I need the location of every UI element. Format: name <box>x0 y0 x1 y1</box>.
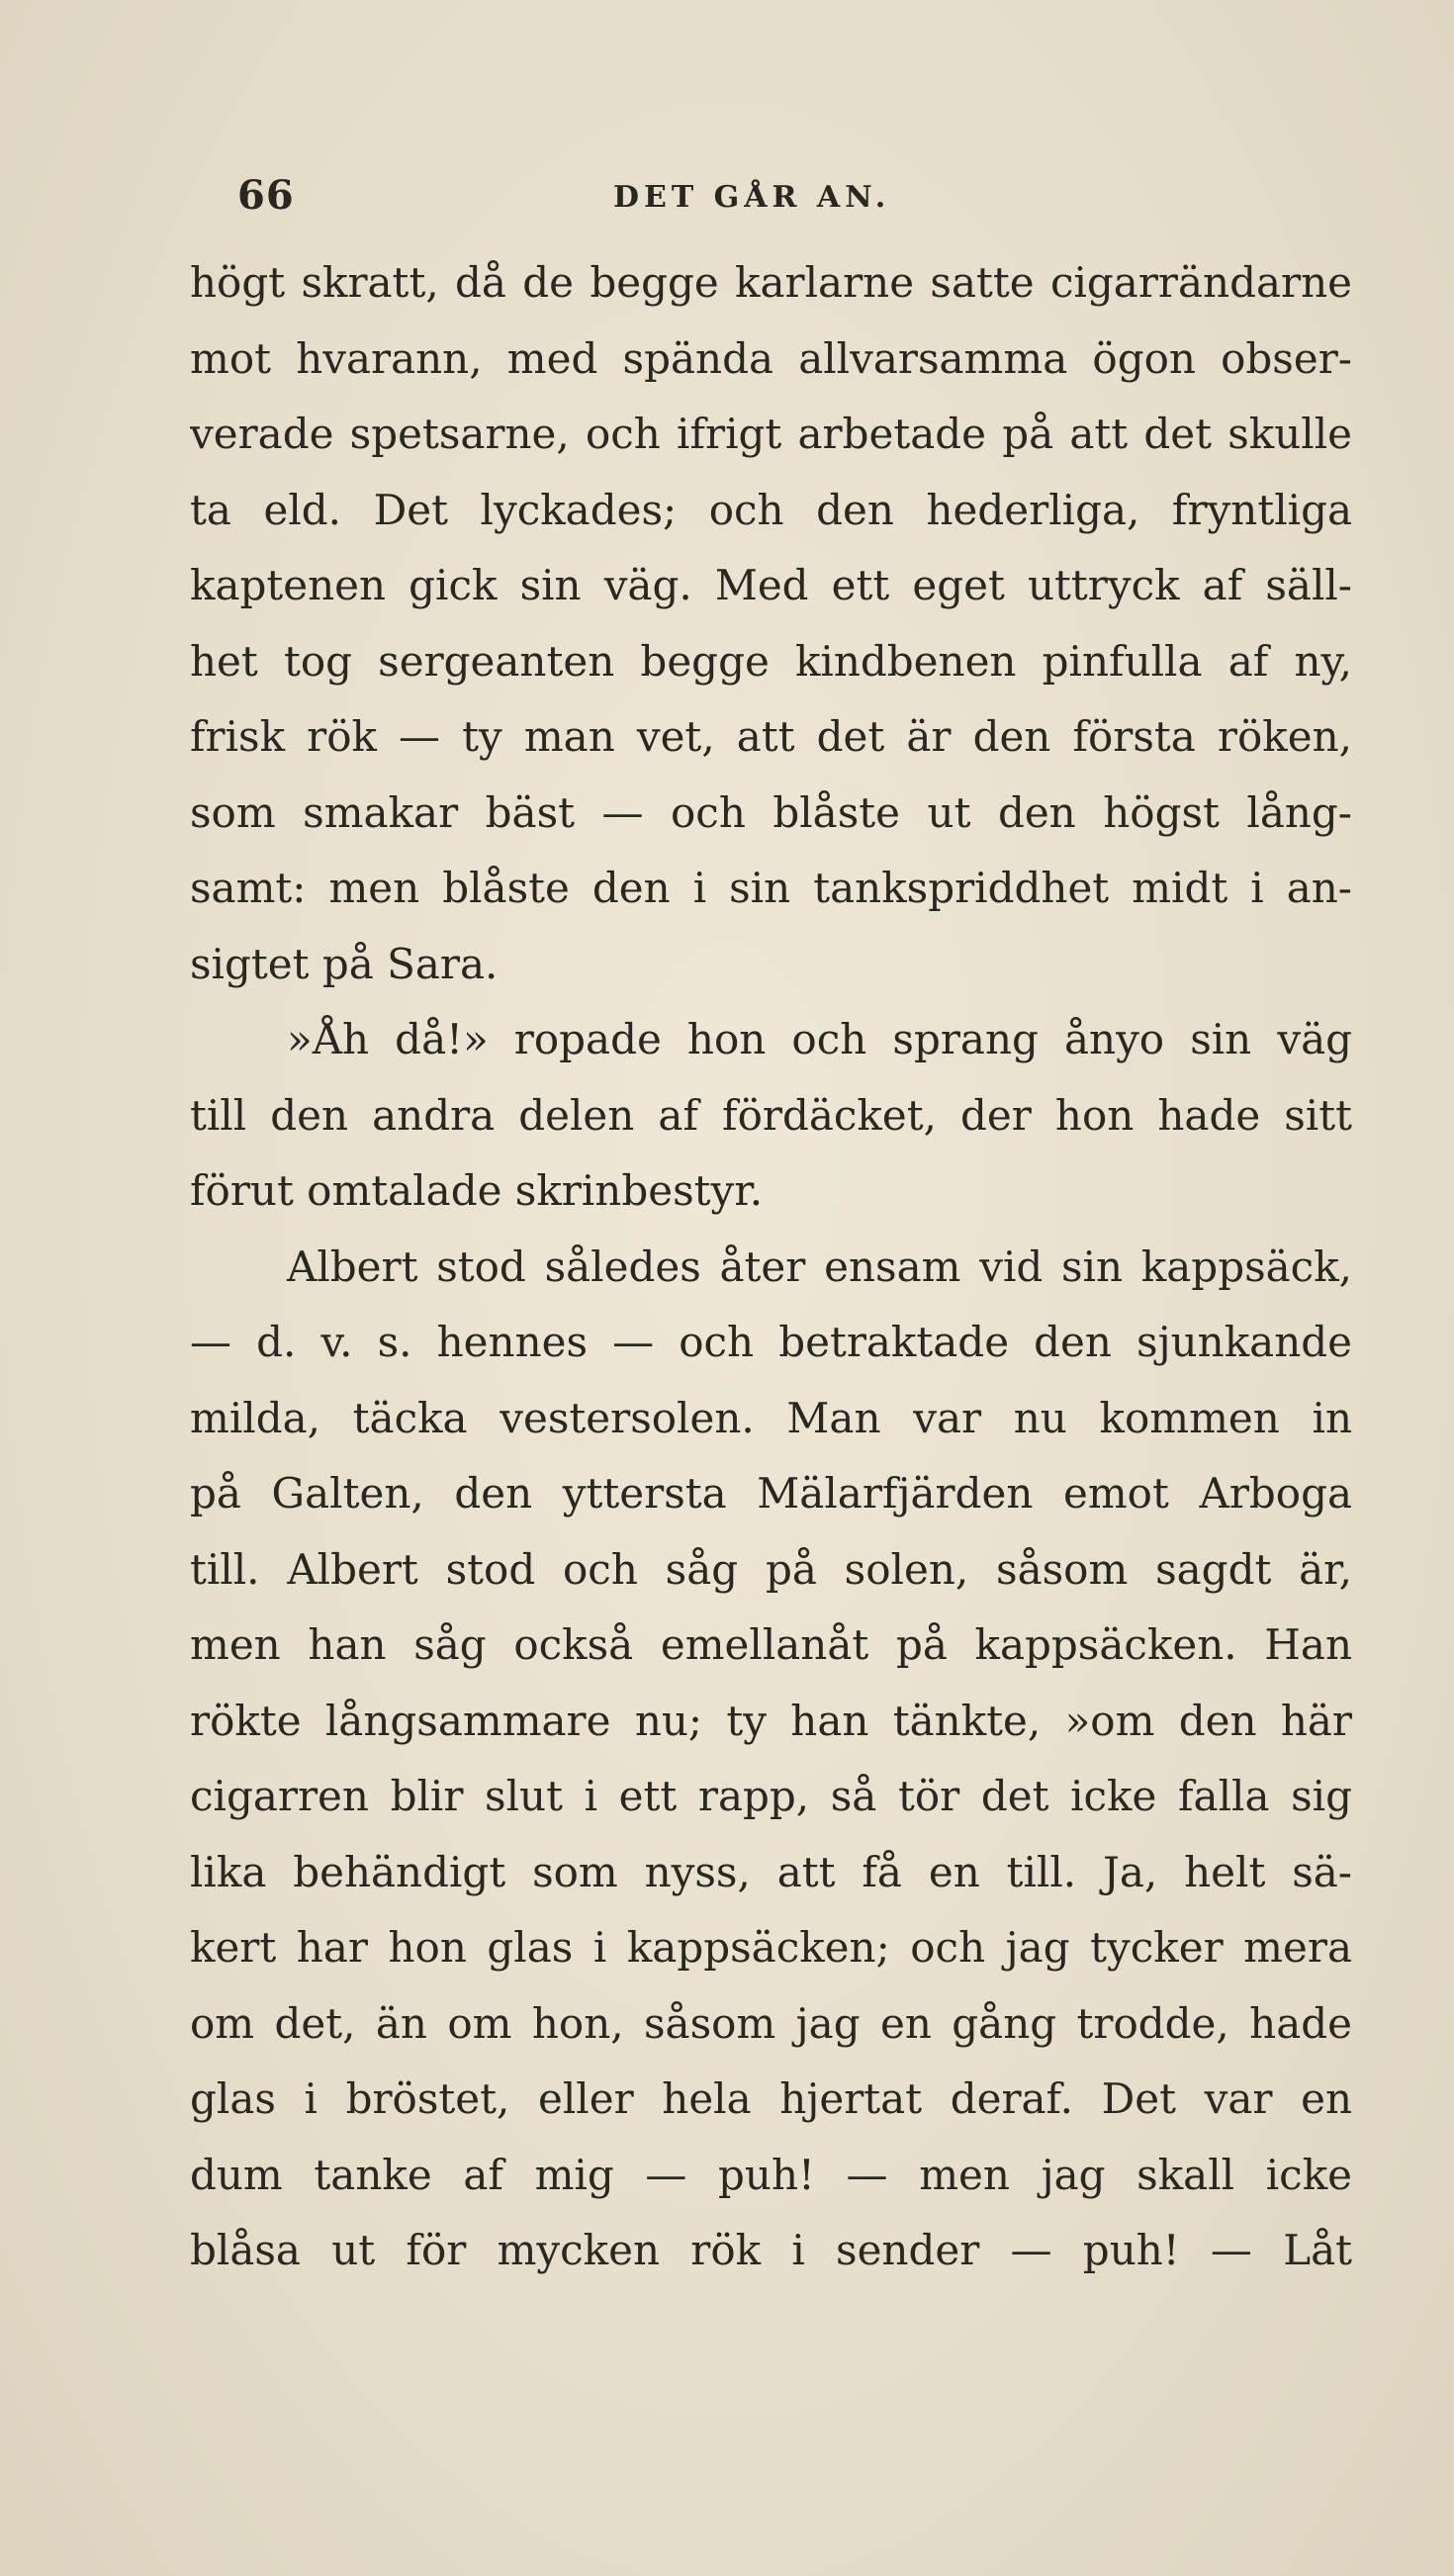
text-line: högt skratt, då de begge karlarne satte cigarrändarne <box>190 258 1352 307</box>
page-header <box>0 166 1454 226</box>
running-head: DET GÅR AN. <box>613 180 891 215</box>
text-line: om det, än om hon, såsom jag en gång trodde, hade <box>190 1998 1352 2048</box>
text-line: frisk rök — ty man vet, att det är den första röken, <box>190 712 1352 761</box>
text-line: cigarren blir slut i ett rapp, så tör det icke falla sig <box>190 1772 1352 1820</box>
text-line: ta eld. Det lyckades; och den hederliga, fryntliga <box>190 485 1352 534</box>
paragraph-start-line: »Åh då!» ropade hon och sprang ånyo sin väg <box>287 1015 1352 1063</box>
text-line: lika behändigt som nyss, att få en till. Ja, helt sä- <box>190 1847 1352 1896</box>
text-line: het tog sergeanten begge kindbenen pinfulla af ny, <box>190 636 1352 686</box>
text-line: till den andra delen af fördäcket, der hon hade sitt <box>190 1090 1352 1140</box>
body-text <box>190 245 1352 2289</box>
text-line: på Galten, den yttersta Mälarfjärden emot Arboga <box>190 1469 1352 1518</box>
text-line: som smakar bäst — och blåste ut den högst lång- <box>190 787 1352 837</box>
text-line: kaptenen gick sin väg. Med ett eget uttryck af säll- <box>190 561 1352 609</box>
text-line: till. Albert stod och såg på solen, såsom sagdt är, <box>190 1544 1352 1594</box>
text-line: mot hvarann, med spända allvarsamma ögon obser- <box>190 333 1352 383</box>
text-line: men han såg också emellanåt på kappsäcken. Han <box>190 1620 1352 1669</box>
paragraph-end-line: förut omtalade skrinbestyr. <box>190 1166 764 1215</box>
text-line: blåsa ut för mycken rök i sender — puh! — Låt <box>190 2226 1352 2274</box>
text-line: kert har hon glas i kappsäcken; och jag tycker mera <box>190 1923 1352 1972</box>
text-line: milda, täcka vestersolen. Man var nu kommen in <box>190 1393 1352 1442</box>
text-line: — d. v. s. hennes — och betraktade den sjunkande <box>190 1318 1352 1366</box>
text-line: samt: men blåste den i sin tankspriddhet midt i an- <box>190 864 1352 912</box>
text-line: dum tanke af mig — puh! — men jag skall icke <box>190 2150 1352 2199</box>
page-number: 66 <box>237 172 295 219</box>
text-line: glas i bröstet, eller hela hjertat deraf. Det var en <box>190 2074 1352 2123</box>
paragraph-start-line: Albert stod således åter ensam vid sin kappsäck, <box>287 1242 1352 1291</box>
paragraph-end-line: sigtet på Sara. <box>190 939 499 988</box>
text-line: verade spetsarne, och ifrigt arbetade på att det skulle <box>190 410 1352 458</box>
text-line: rökte långsammare nu; ty han tänkte, »om den här <box>190 1696 1352 1745</box>
